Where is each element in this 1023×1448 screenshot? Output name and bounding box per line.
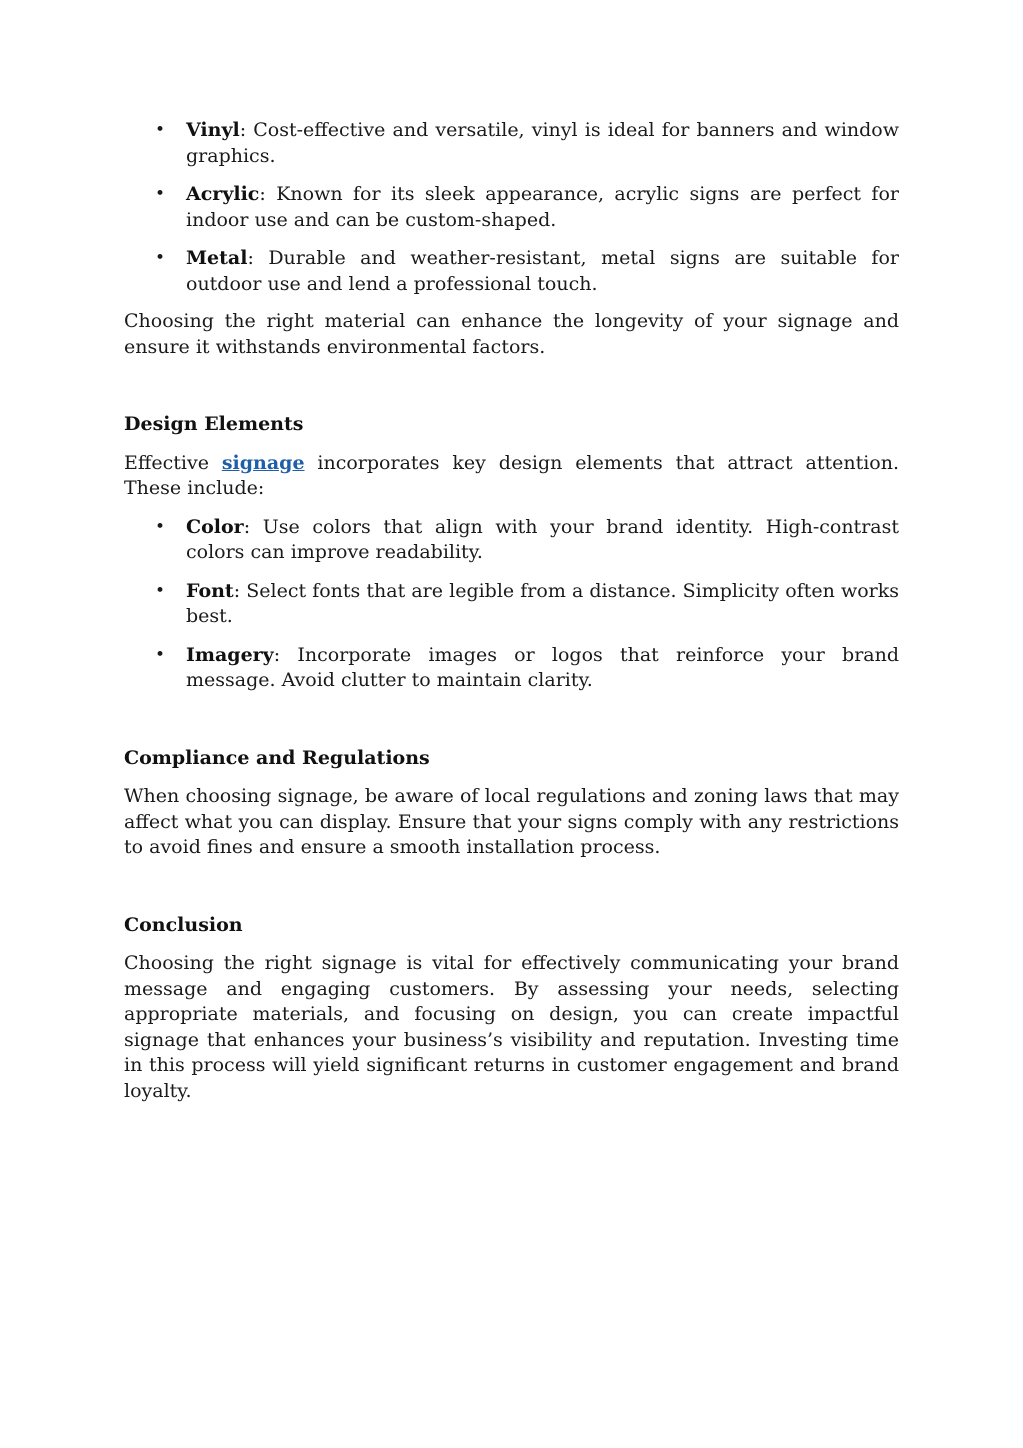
list-item <box>124 182 899 233</box>
list-item-text: : Cost-effective and versatile, vinyl is ideal for banners and window graphics. <box>186 119 899 167</box>
bullet-icon: • <box>155 120 166 140</box>
list-item-text: : Select fonts that are legible from a distance. Simplicity often works best. <box>186 579 899 627</box>
compliance-heading: Compliance and Regulations <box>124 746 430 769</box>
bullet-icon: • <box>155 580 166 601</box>
bullet-icon: • <box>155 184 166 204</box>
conclusion-heading: Conclusion <box>124 913 243 936</box>
signage-link[interactable]: signage <box>221 451 305 474</box>
list-item-text: : Durable and weather-resistant, metal signs are suitable for outdoor use and lend a professional touch. <box>186 247 899 295</box>
list-item-term: Metal <box>186 247 248 269</box>
list-item-term: Font <box>186 579 234 602</box>
list-item <box>124 515 899 566</box>
list-item <box>124 246 899 297</box>
list-item-text: : Known for its sleek appearance, acrylic signs are perfect for indoor use and can be custom-shaped. <box>186 183 899 231</box>
materials-closing-paragraph: Choosing the right material can enhance the longevity of your signage and ensure it withstands environmental factors. <box>124 310 899 358</box>
bullet-icon: • <box>155 516 166 537</box>
list-item-term: Imagery <box>186 643 274 666</box>
conclusion-paragraph: Choosing the right signage is vital for effectively communicating your brand message and engaging customers. By assessing your needs, selecting appropriate materials, and focusing on design, you can create impactful signage that enhances your business’s visibility and reputation. Investing time in this process will yield significant returns in customer engagement and brand loyalty. <box>124 952 899 1102</box>
design-intro-after: incorporates key design elements that attract attention. These include: <box>124 451 900 499</box>
list-item-text: : Incorporate images or logos that reinforce your brand message. Avoid clutter to maintain clarity. <box>186 643 899 691</box>
design-intro-before: Effective <box>124 451 222 474</box>
document-page <box>124 118 899 1104</box>
design-heading: Design Elements <box>124 413 304 435</box>
list-item-text: : Use colors that align with your brand identity. High-contrast colors can improve readability. <box>186 515 899 563</box>
list-item-term: Acrylic <box>186 183 260 205</box>
design-list <box>124 515 899 694</box>
design-intro-paragraph <box>124 451 899 502</box>
list-item <box>124 579 899 630</box>
bullet-icon: • <box>155 644 166 665</box>
list-item-term: Vinyl <box>186 119 240 141</box>
materials-list <box>124 118 899 297</box>
list-item-term: Color <box>186 515 244 538</box>
compliance-paragraph: When choosing signage, be aware of local regulations and zoning laws that may affect what you can display. Ensure that your signs comply with any restrictions to avoid fines and ensure a smooth installation process. <box>124 785 899 858</box>
list-item <box>124 118 899 169</box>
list-item <box>124 643 899 694</box>
bullet-icon: • <box>155 248 166 268</box>
